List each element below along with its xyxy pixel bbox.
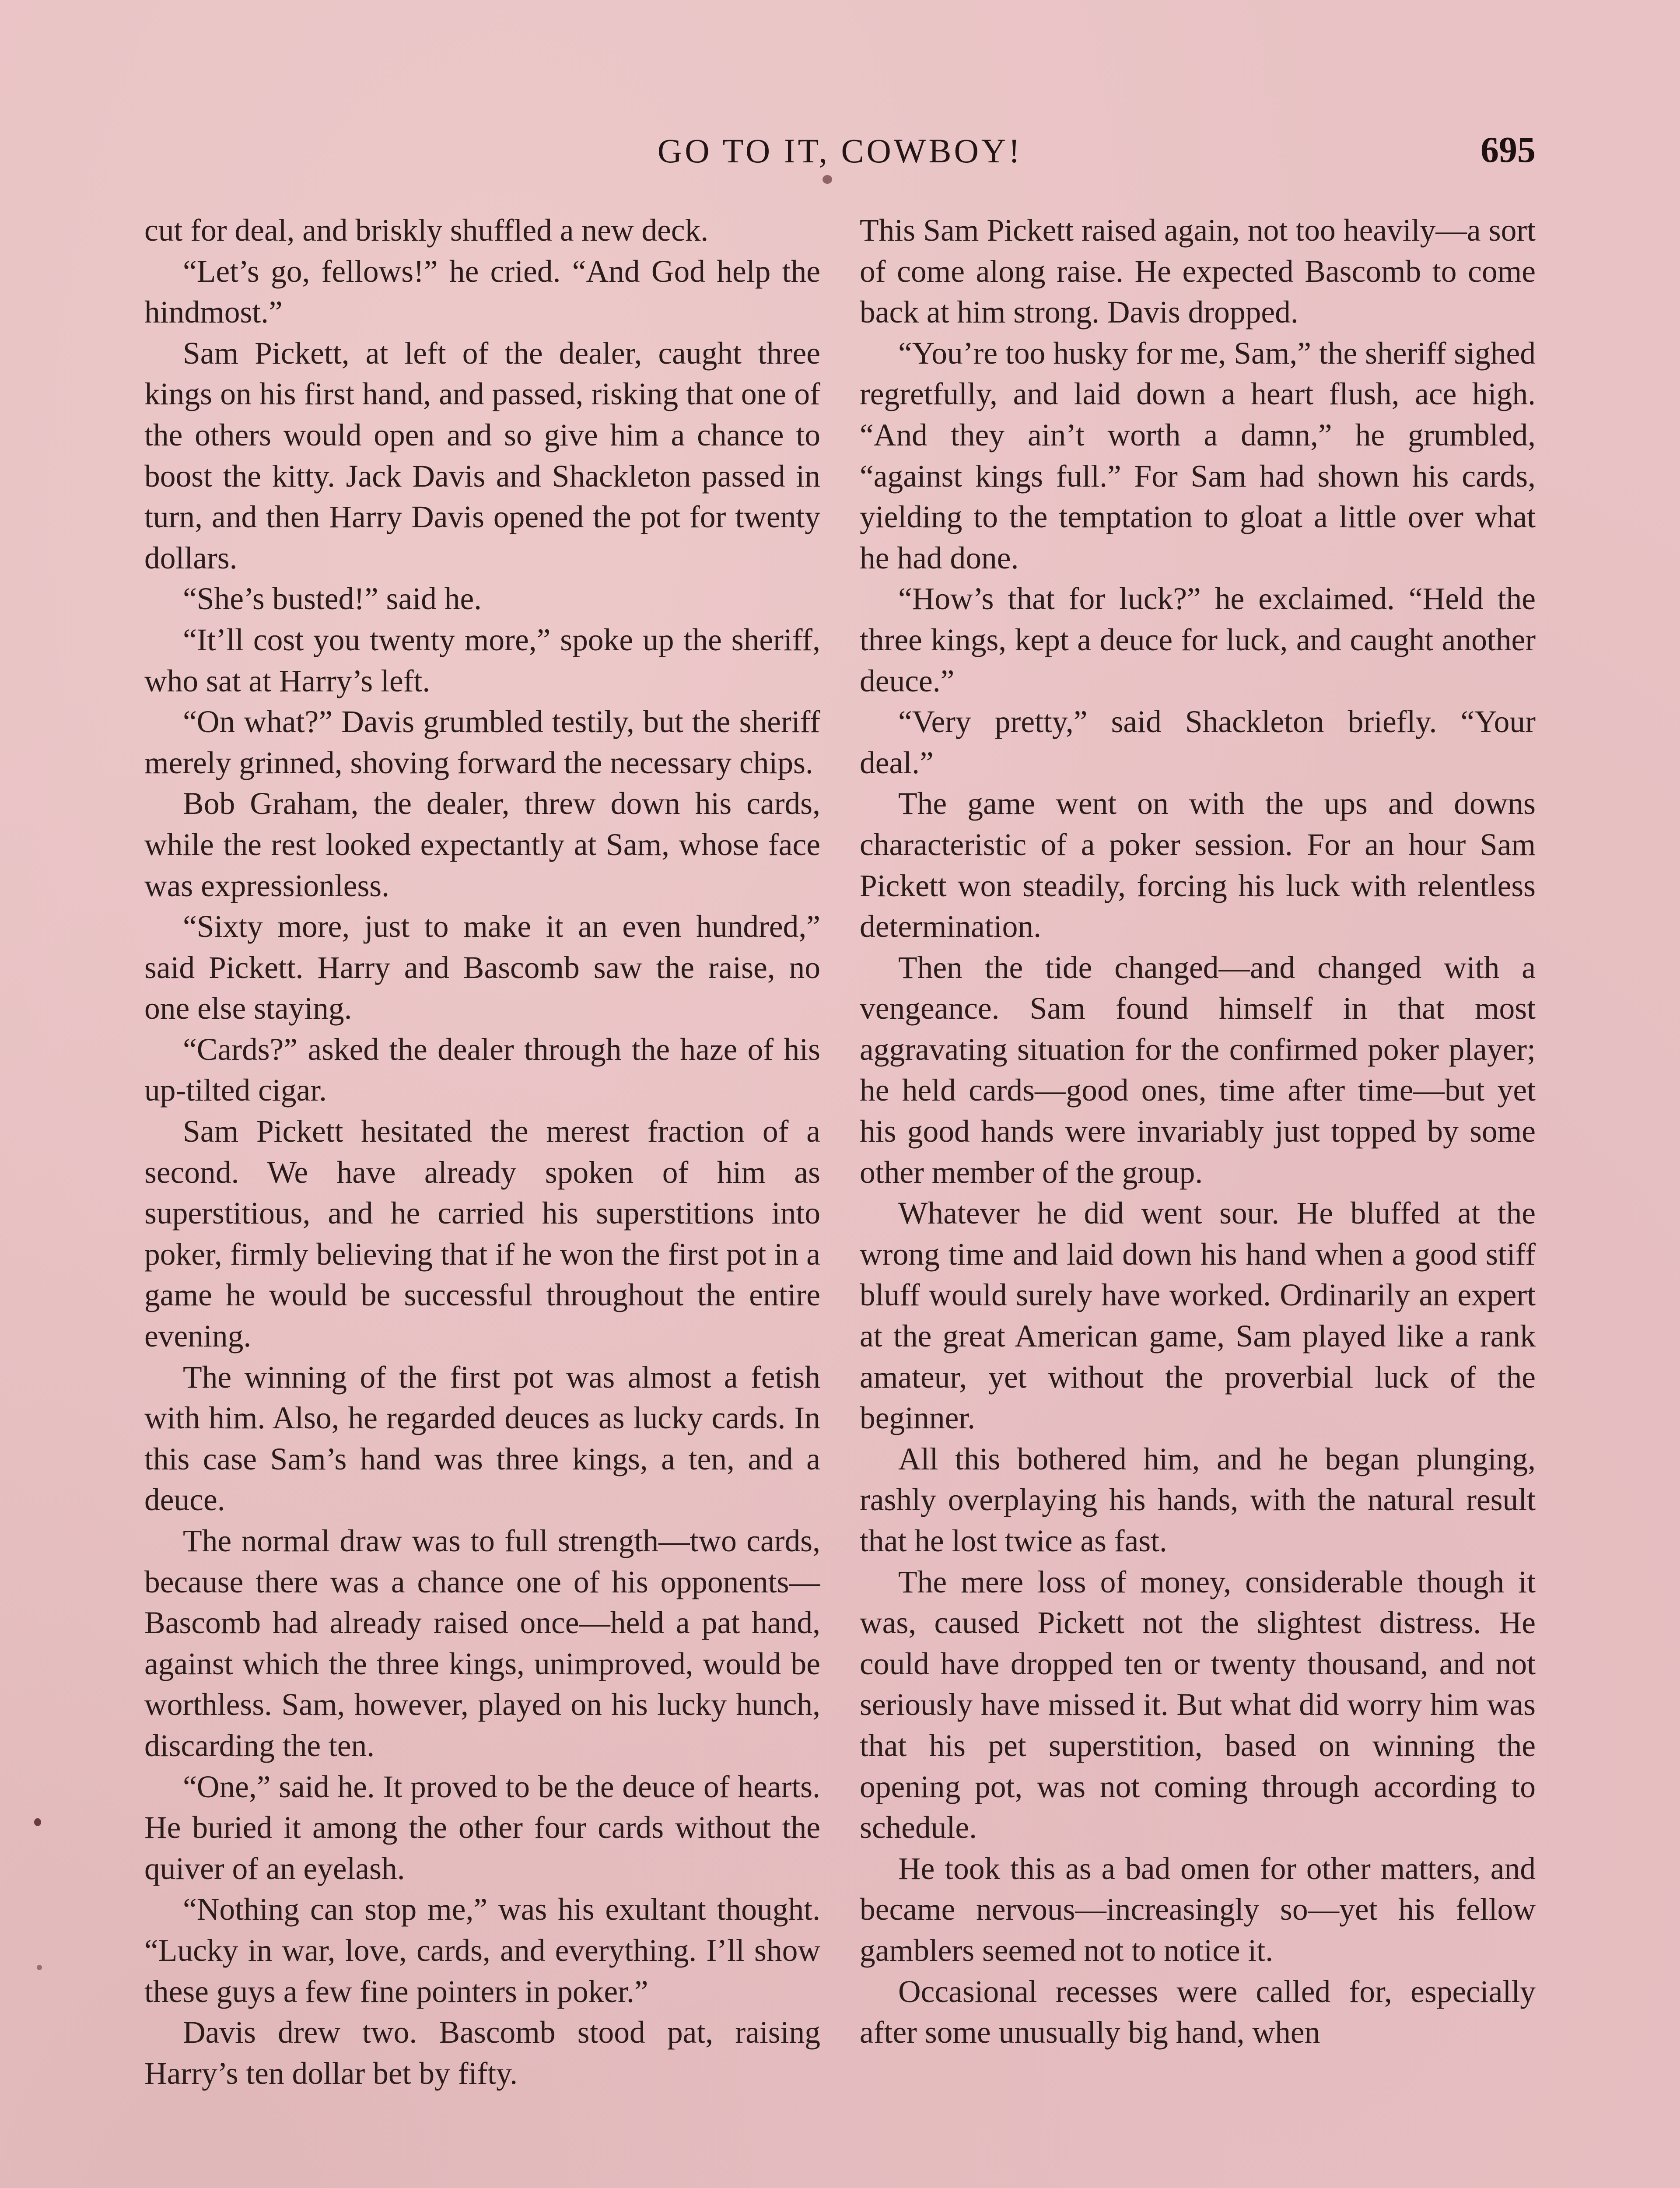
paragraph: “One,” said he. It proved to be the deuce of hearts. He buried it among the other four cards without the quiver of an eyelash. — [144, 1769, 820, 1886]
paragraph: “It’ll cost you twenty more,” spoke up the sheriff, who sat at Harry’s left. — [144, 622, 820, 698]
paragraph: Then the tide changed—and changed with a vengeance. Sam found himself in that most aggravating situation for the confirmed poker player; he held cards—good ones, time after time—but yet his good hands were invariably just topped by some other member of the group. — [860, 950, 1536, 1190]
paragraph: All this bothered him, and he began plunging, rashly overplaying his hands, with the natural result that he lost twice as fast. — [860, 1441, 1536, 1558]
paragraph: Sam Pickett hesitated the merest fraction of a second. We have already spoken of him as superstitious, and he carried his superstitions into poker, firmly believing that if he won the first pot in a game he would be successful throughout the entire evening. — [144, 1114, 820, 1354]
paragraph: Whatever he did went sour. He bluffed at the wrong time and laid down his hand when a good stiff bluff would surely have worked. Ordinarily an expert at the great American game, Sam played like a rank amateur, yet without the proverbial luck of the beginner. — [860, 1196, 1536, 1436]
paragraph: “Nothing can stop me,” was his exultant thought. “Lucky in war, love, cards, and everything. I’ll show these guys a few fine pointers in poker.” — [144, 1892, 820, 2009]
paragraph: “She’s busted!” said he. — [183, 582, 482, 617]
paragraph: “Cards?” asked the dealer through the haze of his up-tilted cigar. — [144, 1032, 820, 1108]
paragraph: The normal draw was to full strength—two cards, because there was a chance one of his opponents—Bascomb had already raised once—held a pat hand, against which the three kings, unimproved, would be worthless. Sam, however, played on his lucky hunch, discarding the ten. — [144, 1524, 820, 1763]
paragraph: Sam Pickett, at left of the dealer, caught three kings on his first hand, and passed, risking that one of the others would open and so give him a chance to boost the kitty. Jack Davis and Shackleton passed in turn, and then Harry Davis opened the pot for twenty dollars. — [144, 336, 820, 575]
left-column — [144, 210, 820, 2188]
paragraph: The mere loss of money, considerable though it was, caused Pickett not the slightest distress. He could have dropped ten or twenty thousand, and not seriously have missed it. But what did worry him was that his pet superstition, based on winning the opening pot, was not coming through according to schedule. — [860, 1564, 1536, 1845]
right-column — [860, 210, 1536, 2188]
paragraph: This Sam Pickett raised again, not too heavily—a sort of come along raise. He expected Bascomb to come back at him strong. Davis dropped. — [860, 213, 1536, 330]
paragraph: “Let’s go, fellows!” he cried. “And God help the hindmost.” — [144, 254, 820, 330]
running-title: GO TO IT, COWBOY! — [657, 132, 1023, 170]
paragraph: “Sixty more, just to make it an even hundred,” said Pickett. Harry and Bascomb saw the raise, no one else staying. — [144, 909, 820, 1026]
paragraph: Davis drew two. Bascomb stood pat, raising Harry’s ten dollar bet by fifty. — [144, 2015, 820, 2091]
paragraph: The game went on with the ups and downs characteristic of a poker session. For an hour Sam Pickett won steadily, forcing his luck with relentless determination. — [860, 786, 1536, 944]
margin-speck — [37, 1965, 42, 1970]
paragraph: Occasional recesses were called for, especially after some unusually big hand, when — [860, 1974, 1536, 2050]
page-number: 695 — [1480, 130, 1536, 170]
page-header — [144, 131, 1536, 188]
paragraph: “Very pretty,” said Shackleton briefly. “Your deal.” — [860, 705, 1536, 780]
paragraph: The winning of the first pot was almost a fetish with him. Also, he regarded deuces as lucky cards. In this case Sam’s hand was three kings, a ten, and a deuce. — [144, 1360, 820, 1518]
margin-speck — [822, 175, 832, 184]
paragraph: “How’s that for luck?” he exclaimed. “Held the three kings, kept a deuce for luck, and caught another deuce.” — [860, 582, 1536, 698]
paragraph: He took this as a bad omen for other matters, and became nervous—increasingly so—yet his fellow gamblers seemed not to notice it. — [860, 1851, 1536, 1968]
paragraph: Bob Graham, the dealer, threw down his cards, while the rest looked expectantly at Sam, whose face was expressionless. — [144, 786, 820, 903]
paragraph: “On what?” Davis grumbled testily, but the sheriff merely grinned, shoving forward the necessary chips. — [144, 705, 820, 780]
text-columns — [144, 210, 1536, 2188]
paragraph: cut for deal, and briskly shuffled a new deck. — [144, 213, 709, 248]
margin-speck — [34, 1818, 41, 1826]
paragraph: “You’re too husky for me, Sam,” the sheriff sighed regretfully, and laid down a heart flush, ace high. “And they ain’t worth a damn,” he grumbled, “against kings full.” For Sam had shown his cards, yielding to the temptation to gloat a little over what he had done. — [860, 336, 1536, 575]
